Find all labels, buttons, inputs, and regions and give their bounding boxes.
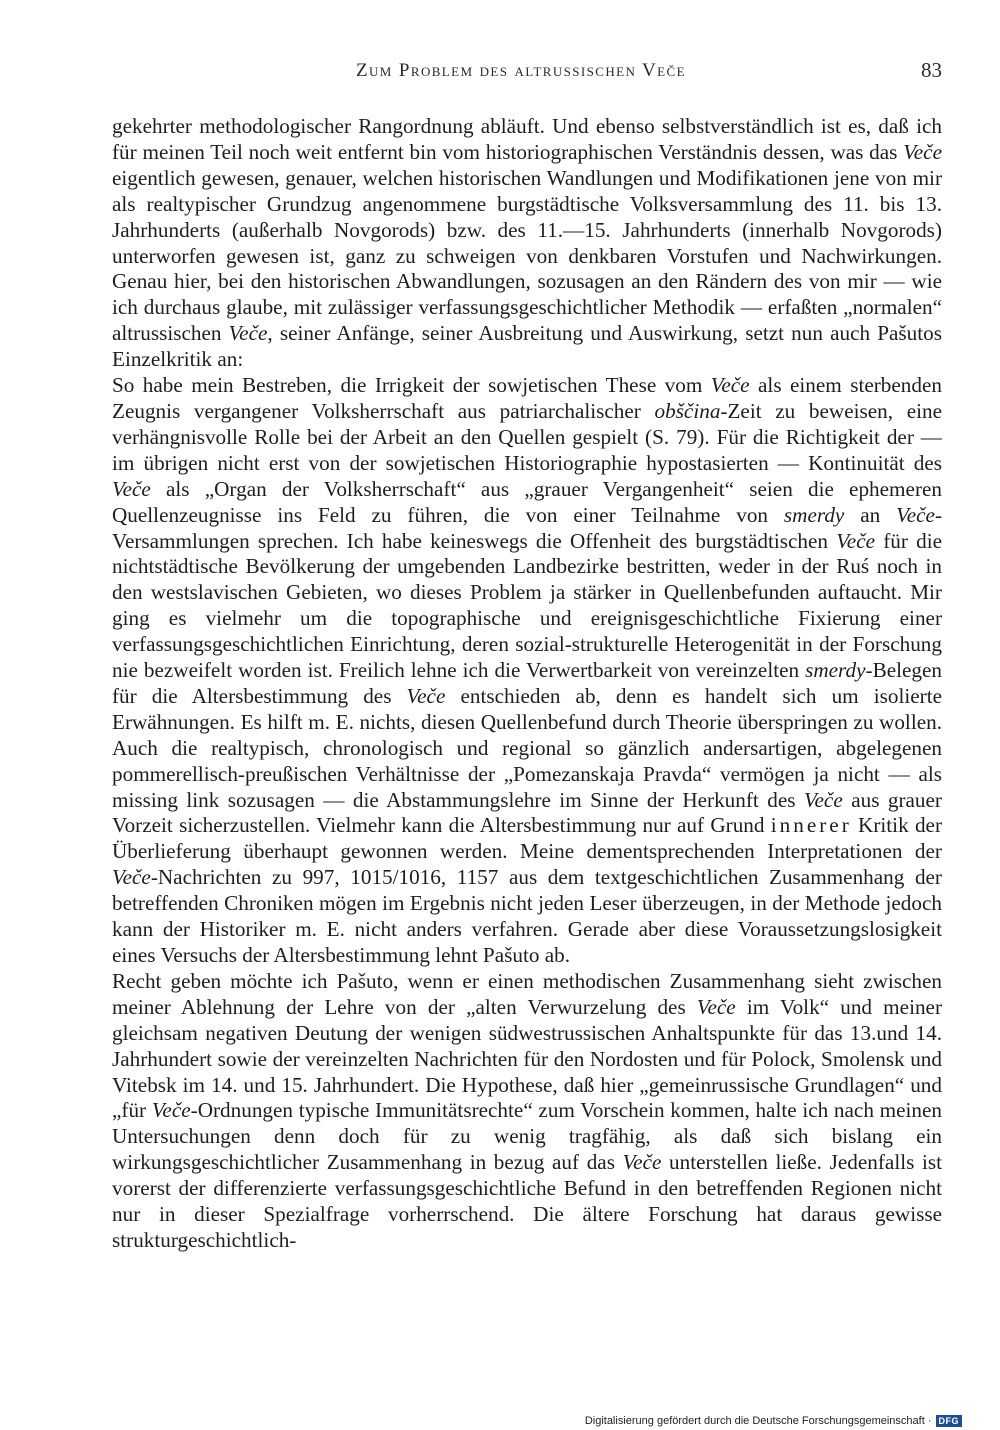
- italic-term: Veče: [803, 787, 843, 812]
- italic-term: Veče: [903, 139, 942, 164]
- running-head: [112, 58, 942, 88]
- text-run: entschieden ab, denn es handelt sich um isolierte Erwähnungen. Es hilft m. E. nichts, diesen Quellenbefund durch Theorie überspringen zu wollen. Auch die realtypisch, chronologisch und regional so gänzlich andersartigen, abgelegenen pommerellisch-preußischen Verhältnisse der „Pomezanskaja Pravda“ vermögen ja nicht — als missing link sozusagen — die Abstammungslehre im Sinne der Herkunft des: [112, 683, 942, 812]
- dfg-logo: DFG: [936, 1415, 963, 1427]
- italic-term: Veče: [112, 865, 151, 890]
- paragraph: [112, 114, 942, 373]
- paragraph: [112, 969, 942, 1254]
- italic-term: obščina: [654, 398, 721, 423]
- text-run: , seiner Anfänge, seiner Ausbreitung und Auswirkung, setzt nun auch Pašutos Einzelkritik an:: [112, 321, 942, 372]
- text-run: So habe mein Bestreben, die Irrigkeit der sowjetischen These vom: [112, 373, 711, 398]
- text-run: -Belegen für die Altersbestimmung des: [112, 658, 942, 708]
- text-run: als einem sterbenden Zeugnis vergangener Volksherrschaft aus patriarchalischer: [112, 373, 942, 423]
- footer-credit-text: Digitalisierung gefördert durch die Deutsche Forschungsgemeinschaft ·: [584, 1415, 932, 1427]
- text-run: gekehrter methodologischer Rangordnung abläuft. Und ebenso selbstverständlich ist es, daß ich für meinen Teil noch weit entfernt bin vom historiographischen Verständnis dessen, was das: [112, 114, 942, 164]
- text-run: aus grauer Vorzeit sicherzustellen. Vielmehr kann die Altersbestimmung nur auf Grund: [112, 787, 942, 838]
- italic-term: Veče: [696, 994, 736, 1019]
- running-title: Zum Problem des altrussischen Veče: [356, 60, 686, 81]
- text-run: als „Organ der Volksherrschaft“ aus „grauer Vergangenheit“ seien die ephemeren Quellenzeugnisse ins Feld zu führen, die von einer Teilnahme von: [112, 476, 942, 527]
- text-run: Kritik der Überlieferung überhaupt gewonnen werden. Meine dementsprechenden Interpretationen der: [112, 813, 942, 864]
- text-run: eigentlich gewesen, genauer, welchen historischen Wandlungen und Modifikationen jene von mir als realtypischer Grundzug angenommene burgstädtische Volksversammlung des 11. bis 13. Jahrhunderts (außerhalb Novgorods) bzw. des 11.—15. Jahrhunderts (innerhalb Novgorods) unterworfen gewesen ist, ganz zu schweigen von denkbaren Vorstufen und Nachwirkungen. Genau hier, bei den historischen Abwandlungen, sozusagen an den Rändern des von mir — wie ich durchaus glaube, mit zulässiger verfassungsgeschichtlicher Methodik — erfaßten „normalen“ altrussischen: [112, 165, 942, 346]
- paragraph: [112, 373, 942, 969]
- italic-term: Veče: [622, 1150, 662, 1175]
- text-run: für die nichtstädtische Bevölkerung der umgebenden Landbezirke bestritten, weder in der Ruś noch in den westslavischen Gebieten, wo dieses Problem ja stärker in Quellenbefunden auftaucht. Mir ging es vielmehr um die topographische und ereignisgeschichtliche Fixierung einer verfassungsgeschichtlichen Einrichtung, deren sozial-strukturelle Heterogenität in der Forschung nie bezweifelt worden ist. Freilich lehne ich die Verwertbarkeit von vereinzelten: [112, 528, 942, 683]
- italic-term: Veče: [836, 528, 876, 553]
- spaced-emphasis: innerer: [770, 813, 852, 838]
- italic-term: Veče: [112, 476, 151, 501]
- text-run: an: [844, 502, 897, 527]
- footer-credit: [585, 1415, 962, 1427]
- text-run: -Zeit zu beweisen, eine verhängnisvolle Rolle bei der Arbeit an den Quellen gespielt (S. 79). Für die Richtigkeit der — im übrigen nicht erst von der sowjetischen Historiographie hypostasierten — Kontinuität des: [112, 398, 942, 475]
- text-run: -Nachrichten zu 997, 1015/1016, 1157 aus dem textgeschichtlichen Zusammenhang der betreffenden Chroniken mögen im Ergebnis nicht jeden Leser überzeugen, in der Methode jedoch kann der Historiker m. E. nicht anders verfahren. Gerade aber diese Voraussetzungslosigkeit eines Versuchs der Altersbestimmung lehnt Pašuto ab.: [112, 865, 942, 967]
- body-text: [112, 114, 942, 1254]
- italic-term: Veče: [710, 373, 750, 398]
- text-run: Recht geben möchte ich Pašuto, wenn er einen methodischen Zusammenhang sieht zwischen meiner Ablehnung der Lehre von der „alten Verwurzelung des: [112, 968, 942, 1019]
- text-run: unterstellen ließe. Jedenfalls ist vorerst der differenzierte verfassungsgeschichtliche Befund in den betreffenden Regionen nicht nur in dieser Spezialfrage vorherrschend. Die ältere Forschung hat daraus gewisse strukturgeschichtlich-: [112, 1150, 942, 1252]
- italic-term: smerdy: [783, 502, 845, 527]
- text-run: -Ordnungen typische Immunitätsrechte“ zum Vorschein kommen, halte ich nach meinen Untersuchungen denn doch für zu wenig tragfähig, als daß sich bislang ein wirkungsgeschichtlicher Zusammenhang in bezug auf das: [112, 1098, 943, 1175]
- text-run: -Versammlungen sprechen. Ich habe keineswegs die Offenheit des burgstädtischen: [112, 502, 942, 553]
- italic-term: smerdy: [805, 658, 866, 683]
- italic-term: Veče: [228, 321, 268, 346]
- page-number: 83: [921, 58, 942, 82]
- italic-term: Veče: [151, 1098, 191, 1123]
- italic-term: Veče: [406, 683, 446, 708]
- text-run: im Volk“ und meiner gleichsam negativen Deutung der wenigen südwestrussischen Anhaltspunkte für das 13.und 14. Jahrhundert sowie der vereinzelten Nachrichten für den Nordosten und für Polock, Smolensk und Vitebsk im 14. und 15. Jahrhundert. Die Hypothese, daß hier „gemeinrussische Grundlagen“ und „für: [112, 994, 943, 1123]
- italic-term: Veče: [896, 502, 935, 527]
